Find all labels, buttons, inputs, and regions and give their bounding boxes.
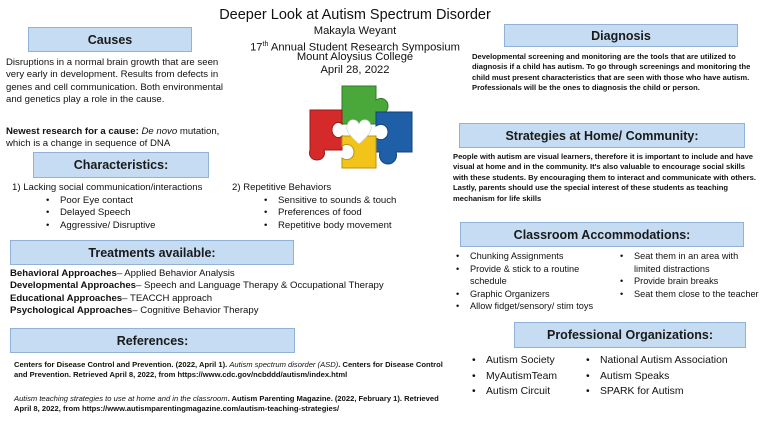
organization-item: • SPARK for Autism — [584, 384, 764, 400]
characteristics-col2-list — [262, 195, 432, 232]
characteristics-heading: Characteristics: — [33, 152, 209, 178]
organization-item: • MyAutismTeam — [470, 369, 598, 385]
puzzle-heart-logo — [304, 80, 424, 172]
college-name: Mount Aloysius College — [296, 51, 414, 63]
characteristic-item: • Delayed Speech — [44, 207, 214, 219]
classroom-heading: Classroom Accommodations: — [460, 222, 744, 247]
organization-item: • Autism Circuit — [470, 384, 598, 400]
author-name: Makayla Weyant — [313, 25, 397, 37]
organization-item: • National Autism Association — [584, 353, 764, 369]
treatment-row: Educational Approaches– TEACCH approach — [10, 292, 213, 304]
classroom-item: • Graphic Organizers — [454, 288, 614, 301]
organizations-col2-list — [584, 353, 764, 400]
characteristic-item: • Repetitive body movement — [262, 220, 432, 232]
treatments-heading: Treatments available: — [10, 240, 294, 265]
references-heading: References: — [10, 328, 295, 353]
characteristics-col1-title: 1) Lacking social communication/interactions — [12, 182, 203, 193]
organizations-col1-list — [470, 353, 598, 400]
strategies-body: People with autism are visual learners, therefore it is important to include and have visual at home and in the community. It's also valuable to encourage social skills with these students. By encouraging them to interact and communicate with others. Lastly, parents should use the special interest of these students as teaching mechanism for life skills — [453, 152, 756, 203]
strategies-heading: Strategies at Home/ Community: — [459, 123, 745, 148]
classroom-col2-list — [618, 250, 764, 300]
characteristic-item: • Sensitive to sounds & touch — [262, 195, 432, 207]
classroom-item: • Seat them in an area with limited distractions — [618, 250, 764, 275]
treatment-row: Developmental Approaches– Speech and Language Therapy & Occupational Therapy — [10, 280, 384, 292]
organizations-heading: Professional Organizations: — [514, 322, 746, 348]
treatments-list — [10, 268, 430, 317]
diagnosis-heading: Diagnosis — [504, 24, 738, 47]
reference-1: Centers for Disease Control and Prevention. (2022, April 1). Autism spectrum disorder (ASD). Centers for Disease Control and Prevention. Retrieved April 8, 2022, from https://www.cdc.gov/ncbddd/autism/index.html — [14, 360, 443, 380]
treatment-row: Psychological Approaches– Cognitive Behavior Therapy — [10, 304, 259, 316]
organization-item: • Autism Society — [470, 353, 598, 369]
classroom-item: • Chunking Assignments — [454, 250, 614, 263]
organization-item: • Autism Speaks — [584, 369, 764, 385]
characteristic-item: • Preferences of food — [262, 207, 432, 219]
characteristics-col1-list — [44, 195, 214, 232]
classroom-item: • Allow fidget/sensory/ stim toys — [454, 300, 614, 313]
classroom-item: • Provide brain breaks — [618, 275, 764, 288]
characteristics-col2-title: 2) Repetitive Behaviors — [232, 182, 332, 193]
classroom-item: • Seat them close to the teacher — [618, 288, 764, 301]
causes-heading: Causes — [28, 27, 192, 52]
treatment-row: Behavioral Approaches– Applied Behavior Analysis — [10, 268, 235, 279]
event-name: 17th Annual Student Research Symposium — [250, 41, 460, 54]
characteristic-item: • Aggressive/ Disruptive — [44, 220, 214, 232]
event-date: April 28, 2022 — [320, 64, 390, 76]
classroom-item: • Provide & stick to a routine schedule — [454, 263, 614, 288]
characteristic-item: • Poor Eye contact — [44, 195, 214, 207]
classroom-col1-list — [454, 250, 614, 313]
reference-2: Autism teaching strategies to use at home and in the classroom. Autism Parenting Magazine. (2022, February 1). Retrieved April 8, 2022, from https://www.autismparentingmagazine.com/autism-teaching-strategies/ — [14, 394, 439, 414]
causes-body: Disruptions in a normal brain growth that are seen very early in development. Results from defects in genes and cell communication. Both environmental and genetics play a role in the cause. — [6, 57, 224, 105]
causes-research: Newest research for a cause: De novo mutation, which is a change in sequence of DNA — [6, 126, 220, 150]
diagnosis-body: Developmental screening and monitoring are the tools that are utilized to diagnosis if a child has autism. To go through screenings and monitoring the child must present characteristics that are seen with those who have autism. Professionals will be the ones to diagnosis the child or person. — [472, 52, 751, 93]
poster-title: Deeper Look at Autism Spectrum Disorder — [219, 7, 491, 23]
